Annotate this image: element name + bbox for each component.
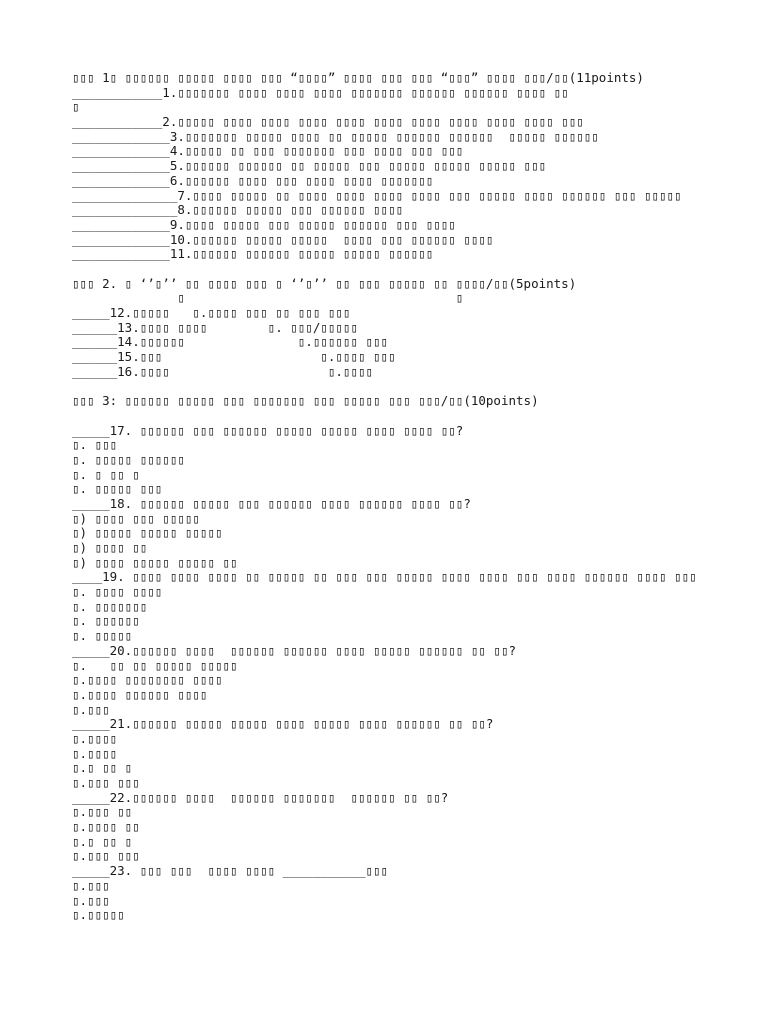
matching-line: ______14.▯▯▯▯▯▯ ▯.▯▯▯▯▯▯ ▯▯▯ xyxy=(72,334,389,350)
mc-line: ▯.▯▯▯▯ ▯▯▯▯▯▯▯▯ ▯▯▯▯ xyxy=(72,672,223,688)
mc-line: ▯. ▯▯▯▯ ▯▯▯▯ xyxy=(72,584,163,600)
mc-line: ▯. ▯▯▯▯▯ xyxy=(72,628,133,644)
part3-multiple-choice xyxy=(72,424,752,923)
part1-questions xyxy=(72,86,752,262)
mc-line: ____19. ▯▯▯▯ ▯▯▯▯ ▯▯▯▯ ▯▯ ▯▯▯▯▯ ▯▯ ▯▯▯ ▯▯▯ ▯▯▯▯▯ ▯▯▯▯ ▯▯▯▯ ▯▯▯ ▯▯▯▯ ▯▯▯▯▯▯ ▯▯▯▯ ▯▯▯ xyxy=(72,569,697,585)
matching-line: ______13.▯▯▯▯ ▯▯▯▯ ▯. ▯▯▯/▯▯▯▯▯ xyxy=(72,319,358,335)
mc-line: ▯.▯▯▯ xyxy=(72,701,110,717)
spacer xyxy=(72,379,752,394)
question-line: ____________2.▯▯▯▯▯ ▯▯▯▯ ▯▯▯▯ ▯▯▯▯ ▯▯▯▯ ▯▯▯▯ ▯▯▯▯ ▯▯▯▯ ▯▯▯▯ ▯▯▯▯ ▯▯▯ xyxy=(72,114,584,130)
mc-line: _____21.▯▯▯▯▯▯ ▯▯▯▯▯ ▯▯▯▯▯ ▯▯▯▯ ▯▯▯▯▯ ▯▯▯▯ ▯▯▯▯▯▯ ▯▯ ▯▯? xyxy=(72,716,494,732)
spacer xyxy=(72,409,752,424)
question-line: _____________6.▯▯▯▯▯▯ ▯▯▯▯ ▯▯▯ ▯▯▯▯ ▯▯▯▯ ▯▯▯▯▯▯▯ xyxy=(72,172,434,188)
mc-line: ▯.▯▯▯ ▯▯▯ xyxy=(72,775,140,790)
question-line: _____________3.▯▯▯▯▯▯▯ ▯▯▯▯▯ ▯▯▯▯ ▯▯ ▯▯▯▯▯ ▯▯▯▯▯▯ ▯▯▯▯▯▯ ▯▯▯▯▯ ▯▯▯▯▯▯ xyxy=(72,128,599,144)
mc-line: ▯.▯▯▯▯ ▯▯▯▯▯▯ ▯▯▯▯ xyxy=(72,686,208,702)
part3-heading: ▯▯▯ 3: ▯▯▯▯▯▯ ▯▯▯▯▯ ▯▯▯ ▯▯▯▯▯▯▯ ▯▯▯ ▯▯▯▯▯ ▯▯▯ ▯▯▯/▯▯(10points) xyxy=(72,393,539,409)
mc-line: ▯) ▯▯▯▯▯ ▯▯▯▯▯ ▯▯▯▯▯ xyxy=(72,525,223,541)
part2-heading: ▯▯▯ 2. ▯ ‘’▯’’ ▯▯ ▯▯▯▯ ▯▯▯ ▯ ‘’▯’’ ▯▯ ▯▯▯ ▯▯▯▯▯ ▯▯ ▯▯▯▯/▯▯(5points) xyxy=(72,275,577,291)
mc-line: ▯. ▯▯▯ xyxy=(72,437,118,453)
mc-line: _____23. ▯▯▯ ▯▯▯ ▯▯▯▯ ▯▯▯▯ ___________▯▯▯ xyxy=(72,863,389,879)
matching-line: ______15.▯▯▯ ▯.▯▯▯▯ ▯▯▯ xyxy=(72,349,396,365)
part2-matching xyxy=(72,306,752,379)
question-line: _____________5.▯▯▯▯▯▯ ▯▯▯▯▯▯ ▯▯ ▯▯▯▯▯ ▯▯▯ ▯▯▯▯▯ ▯▯▯▯▯ ▯▯▯▯▯ ▯▯▯ xyxy=(72,158,547,174)
question-line: _____________10.▯▯▯▯▯▯ ▯▯▯▯▯ ▯▯▯▯▯ ▯▯▯▯ ▯▯▯ ▯▯▯▯▯▯ ▯▯▯▯ xyxy=(72,231,494,247)
exam-page xyxy=(72,71,752,923)
mc-line: ▯) ▯▯▯▯ ▯▯▯▯▯ ▯▯▯▯▯ ▯▯ xyxy=(72,554,238,570)
mc-line: ▯.▯▯▯▯ xyxy=(72,730,118,746)
question-line: ______________8.▯▯▯▯▯▯ ▯▯▯▯▯ ▯▯▯ ▯▯▯▯▯▯ ▯▯▯▯ xyxy=(72,202,404,218)
mc-line: ▯. ▯▯▯▯▯ ▯▯▯ xyxy=(72,481,163,497)
mc-line: ▯. ▯▯ ▯▯ ▯▯▯▯▯ ▯▯▯▯▯ xyxy=(72,657,238,673)
mc-line: ▯. ▯▯▯▯▯▯ xyxy=(72,613,140,629)
mc-line: ▯.▯▯▯ ▯▯ xyxy=(72,804,133,820)
mc-line: _____22.▯▯▯▯▯▯ ▯▯▯▯ ▯▯▯▯▯▯ ▯▯▯▯▯▯▯ ▯▯▯▯▯▯ ▯▯ ▯▯? xyxy=(72,789,449,805)
spacer xyxy=(72,262,752,277)
mc-line: _____18. ▯▯▯▯▯▯ ▯▯▯▯▯ ▯▯▯ ▯▯▯▯▯▯ ▯▯▯▯ ▯▯▯▯▯▯ ▯▯▯▯ ▯▯? xyxy=(72,495,471,511)
matching-line: ______16.▯▯▯▯ ▯.▯▯▯▯ xyxy=(72,363,374,379)
matching-line: _____12.▯▯▯▯▯ ▯.▯▯▯▯ ▯▯▯ ▯▯ ▯▯▯ ▯▯▯ xyxy=(72,305,351,320)
mc-line: ▯.▯▯▯▯ ▯▯ xyxy=(72,819,140,835)
mc-line: ▯. ▯▯▯▯▯ ▯▯▯▯▯▯ xyxy=(72,451,185,467)
mc-line: ▯.▯▯▯ xyxy=(72,877,110,893)
mc-line: ▯.▯▯▯ ▯▯▯ xyxy=(72,848,140,864)
question-line: _____________11.▯▯▯▯▯▯ ▯▯▯▯▯▯ ▯▯▯▯▯ ▯▯▯▯▯ ▯▯▯▯▯▯ xyxy=(72,246,434,262)
mc-line: ▯.▯▯▯▯ xyxy=(72,745,118,761)
mc-line: ▯) ▯▯▯▯ ▯▯ xyxy=(72,540,148,555)
question-line: ▯ xyxy=(72,99,80,115)
mc-line: ▯. ▯▯▯▯▯▯▯ xyxy=(72,598,148,614)
mc-line: ▯.▯ ▯▯ ▯ xyxy=(72,760,133,776)
question-line: _____________9.▯▯▯▯ ▯▯▯▯▯ ▯▯▯ ▯▯▯▯▯ ▯▯▯▯▯▯ ▯▯▯ ▯▯▯▯ xyxy=(72,216,456,232)
mc-line: ▯.▯▯▯▯▯ xyxy=(72,907,125,923)
question-line: ______________7.▯▯▯▯ ▯▯▯▯▯ ▯▯ ▯▯▯▯ ▯▯▯▯ ▯▯▯▯ ▯▯▯▯ ▯▯▯ ▯▯▯▯▯ ▯▯▯▯ ▯▯▯▯▯▯ ▯▯▯ ▯▯▯▯▯ xyxy=(72,187,682,203)
question-line: _____________4.▯▯▯▯▯ ▯▯ ▯▯▯ ▯▯▯▯▯▯▯ ▯▯▯ ▯▯▯▯ ▯▯▯ ▯▯▯ xyxy=(72,143,464,159)
part1-heading: ▯▯▯ 1▯ ▯▯▯▯▯▯ ▯▯▯▯▯ ▯▯▯▯ ▯▯▯ “▯▯▯▯” ▯▯▯▯ ▯▯▯ ▯▯▯ “▯▯▯” ▯▯▯▯ ▯▯▯/▯▯(11points) xyxy=(72,70,644,85)
mc-line: ▯. ▯ ▯▯ ▯ xyxy=(72,466,140,482)
mc-line: ▯.▯▯▯ xyxy=(72,892,110,908)
part2-column-heads: ▯ ▯ xyxy=(72,290,464,306)
mc-line: _____17. ▯▯▯▯▯▯ ▯▯▯ ▯▯▯▯▯▯ ▯▯▯▯▯ ▯▯▯▯▯ ▯▯▯▯ ▯▯▯▯ ▯▯? xyxy=(72,422,464,438)
mc-line: ▯.▯ ▯▯ ▯ xyxy=(72,833,133,849)
question-line: ____________1.▯▯▯▯▯▯▯ ▯▯▯▯ ▯▯▯▯ ▯▯▯▯ ▯▯▯▯▯▯▯ ▯▯▯▯▯▯ ▯▯▯▯▯▯ ▯▯▯▯ ▯▯ xyxy=(72,84,569,100)
mc-line: ▯) ▯▯▯▯ ▯▯▯ ▯▯▯▯▯ xyxy=(72,510,200,526)
mc-line: _____20.▯▯▯▯▯▯ ▯▯▯▯ ▯▯▯▯▯▯ ▯▯▯▯▯▯ ▯▯▯▯ ▯▯▯▯▯ ▯▯▯▯▯▯ ▯▯ ▯▯? xyxy=(72,642,517,658)
